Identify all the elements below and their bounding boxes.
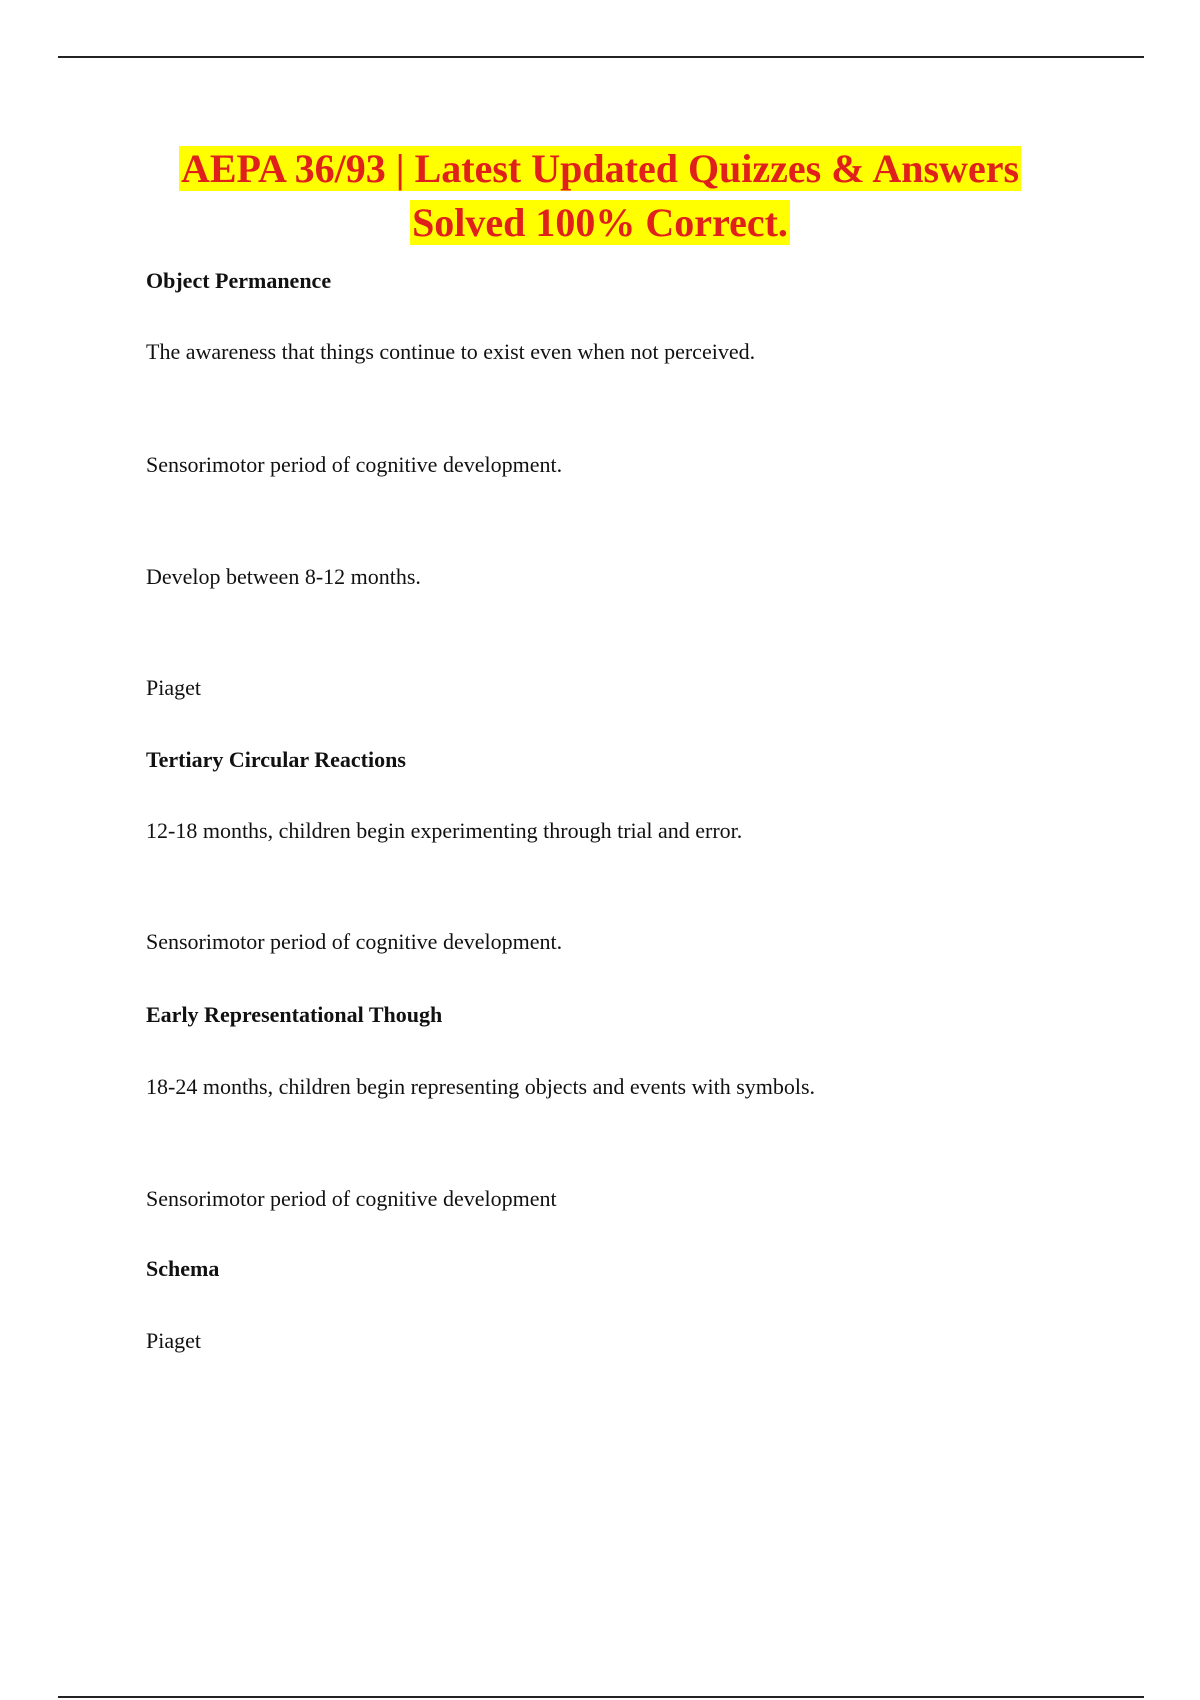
answer-line: Sensorimotor period of cognitive development. — [146, 452, 563, 477]
answer-line: Develop between 8-12 months. — [146, 564, 421, 589]
term-tertiary-circular-reactions: Tertiary Circular Reactions — [146, 747, 406, 772]
answer-line: Sensorimotor period of cognitive development. — [146, 929, 563, 954]
answer-line: Piaget — [146, 1328, 201, 1353]
term-early-representational-thought: Early Representational Though — [146, 1002, 443, 1027]
answer-line: Sensorimotor period of cognitive development — [146, 1186, 557, 1211]
answer-line: Piaget — [146, 675, 201, 700]
answer-line: The awareness that things continue to exist even when not perceived. — [146, 339, 756, 364]
term-object-permanence: Object Permanence — [146, 268, 332, 293]
title-line-1: AEPA 36/93 | Latest Updated Quizzes & Answers — [180, 146, 1020, 191]
footer-rule — [58, 1696, 1144, 1698]
answer-line: 12-18 months, children begin experimenting through trial and error. — [146, 818, 743, 843]
title-line-2: Solved 100% Correct. — [412, 200, 788, 245]
answer-line: 18-24 months, children begin representing objects and events with symbols. — [146, 1074, 816, 1099]
term-schema: Schema — [146, 1256, 220, 1281]
